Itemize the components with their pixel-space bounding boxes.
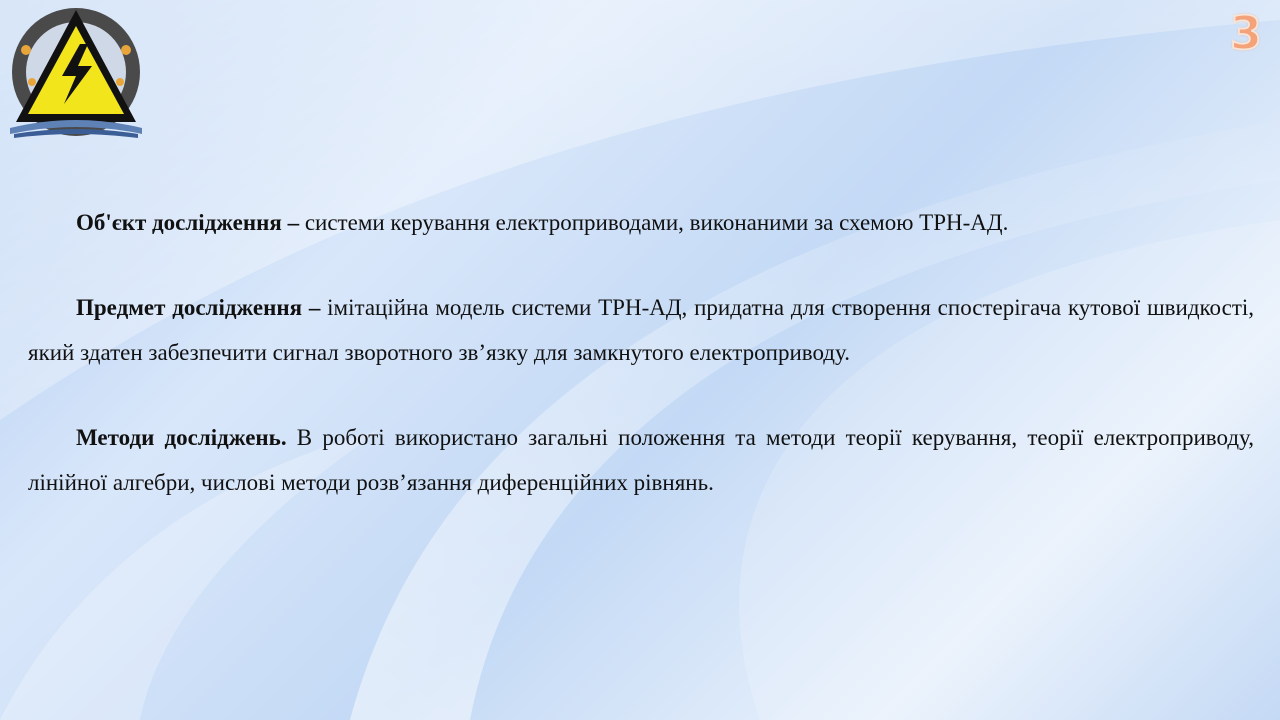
emblem-icon bbox=[4, 4, 148, 148]
slide-number: 3 bbox=[1229, 6, 1262, 60]
paragraph-subject bbox=[28, 285, 1254, 375]
slide-content bbox=[28, 200, 1254, 545]
paragraph-text: імітаційна модель системи ТРН-АД, придатна для створення спостерігача кутової швидкості, який здатен забезпечити сигнал зворотного зв’язку для замкнутого електроприводу. bbox=[28, 295, 1255, 365]
paragraph-object bbox=[28, 200, 1254, 245]
logo bbox=[4, 4, 148, 148]
paragraph-text: В роботі використано загальні положення та методи теорії керування, теорії електроприводу, лінійної алгебри, числові методи розв’язання диференційних рівнянь. bbox=[28, 425, 1254, 495]
paragraph-lead: Об'єкт дослідження – bbox=[76, 210, 300, 235]
paragraph-methods bbox=[28, 415, 1254, 505]
paragraph-lead: Предмет дослідження – bbox=[76, 295, 321, 320]
paragraph-text: системи керування електроприводами, виконаними за схемою ТРН-АД. bbox=[299, 210, 1009, 235]
paragraph-lead: Методи досліджень. bbox=[76, 425, 287, 450]
